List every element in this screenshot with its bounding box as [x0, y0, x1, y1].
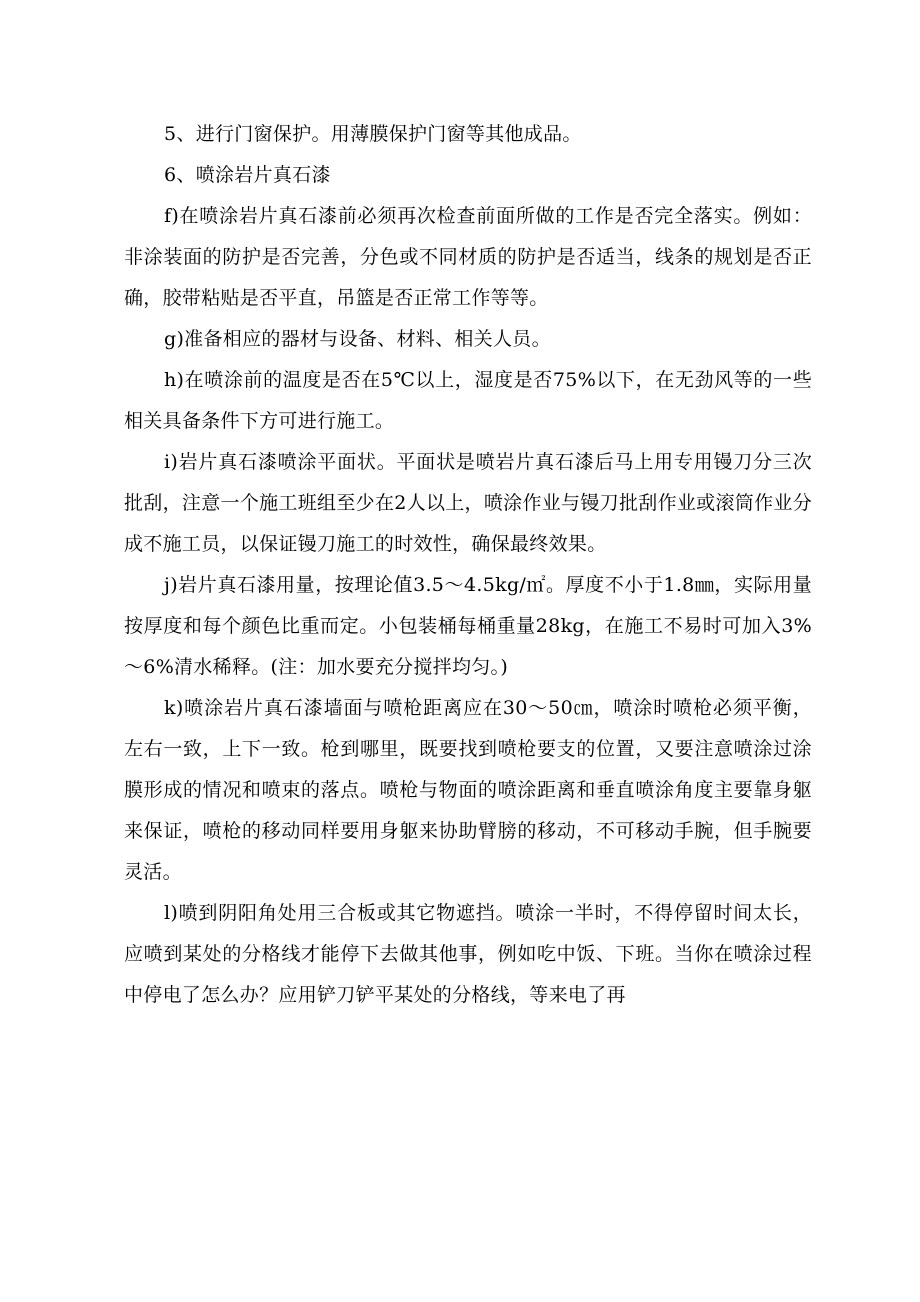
paragraph-item-h: h)在喷涂前的温度是否在5℃以上，湿度是否75%以下，在无劲风等的一些相关具备条件下方可进行施工。: [124, 369, 812, 432]
paragraph-item-j: j)岩片真石漆用量，按理论值3.5～4.5kg/㎡。厚度不小于1.8㎜，实际用量按厚度和每个颜色比重而定。小包装桶每桶重量28kg，在施工不易时可加入3%～6%清水稀释。(注：加水要充分搅拌均匀。): [124, 574, 812, 678]
paragraph-item-l: l)喷到阴阳角处用三合板或其它物遮挡。喷涂一半时，不得停留时间太长，应喷到某处的分格线才能停下去做其他事，例如吃中饭、下班。当你在喷涂过程中停电了怎么办？应用铲刀铲平某处的分格线，等来电了再: [124, 902, 812, 1006]
paragraph-step-5: 5、进行门窗保护。用薄膜保护门窗等其他成品。: [164, 123, 582, 145]
paragraph-item-f: f)在喷涂岩片真石漆前必须再次检查前面所做的工作是否完全落实。例如：非涂装面的防护是否完善，分色或不同材质的防护是否适当，线条的规划是否正确，胶带粘贴是否平直，吊篮是否正常工作等等。: [124, 205, 812, 309]
paragraph-item-g: g)准备相应的器材与设备、材料、相关人员。: [164, 328, 551, 350]
paragraph-step-6-heading: 6、喷涂岩片真石漆: [164, 164, 331, 186]
document-body: [124, 114, 812, 1016]
paragraph-item-k: k)喷涂岩片真石漆墙面与喷枪距离应在30～50㎝，喷涂时喷枪必须平衡，左右一致，上下一致。枪到哪里，既要找到喷枪要支的位置，又要注意喷涂过涂膜形成的情况和喷束的落点。喷枪与物面的喷涂距离和垂直喷涂角度主要靠身躯来保证，喷枪的移动同样要用身躯来协助臂膀的移动，不可移动手腕，但手腕要灵活。: [124, 697, 812, 883]
paragraph-item-i: i)岩片真石漆喷涂平面状。平面状是喷岩片真石漆后马上用专用镘刀分三次批刮，注意一个施工班组至少在2人以上，喷涂作业与镘刀批刮作业或滚筒作业分成不施工员，以保证镘刀施工的时效性，确保最终效果。: [124, 451, 812, 555]
